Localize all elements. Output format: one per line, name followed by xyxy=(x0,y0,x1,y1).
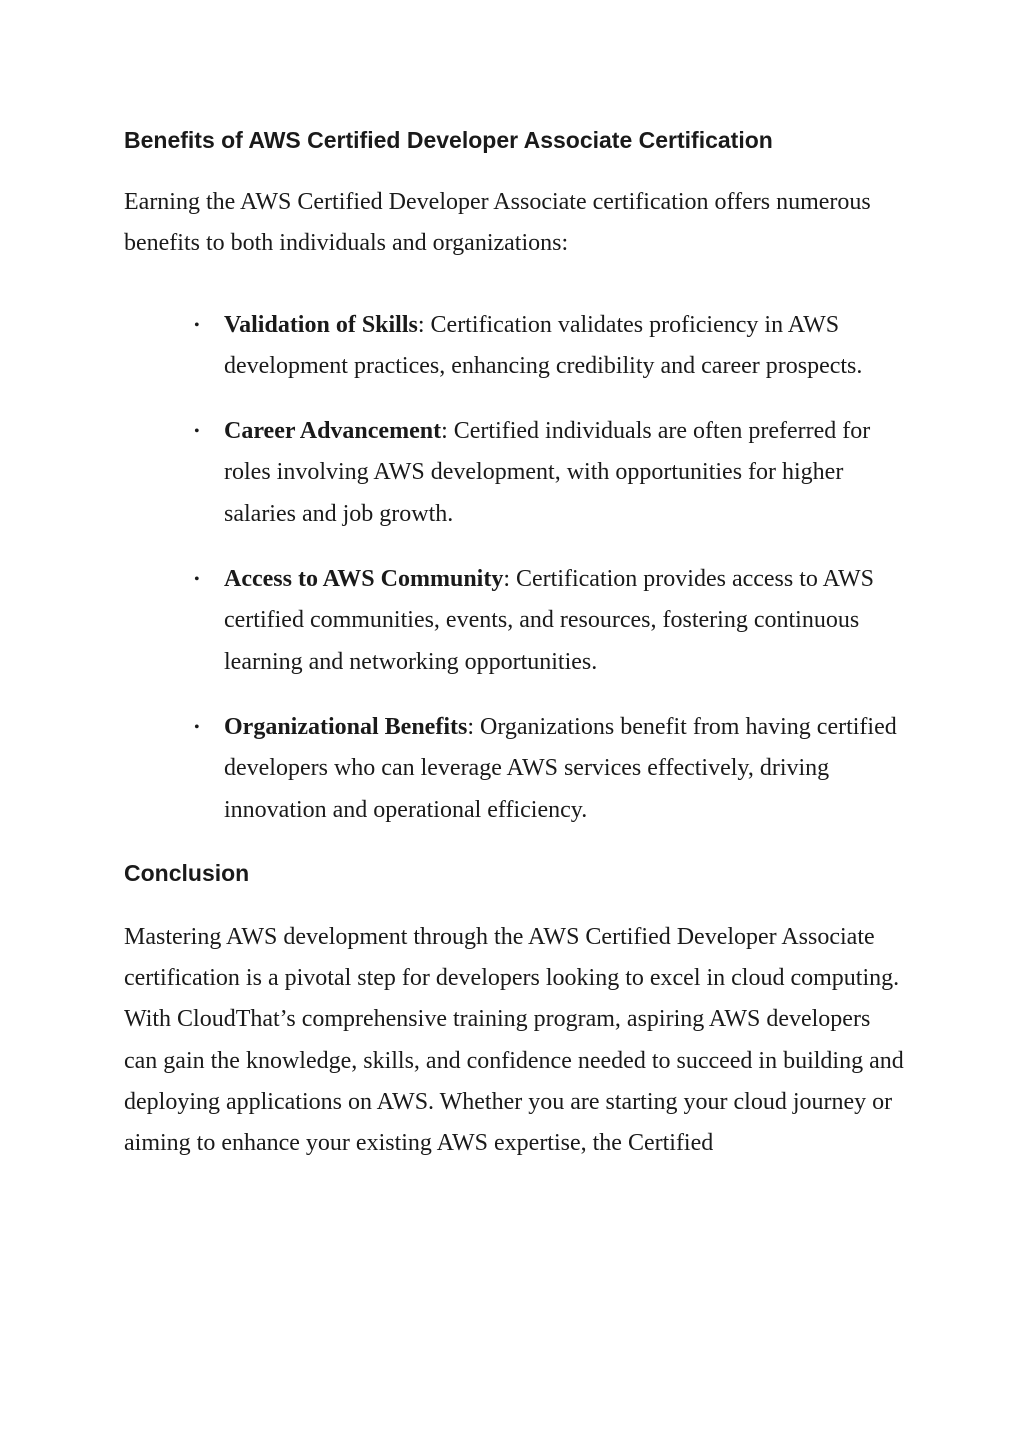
benefit-text: : Certification provides access to AWS certified communities, events, and resources, fostering continuous learning and networking opportunities. xyxy=(224,566,874,675)
benefits-intro: Earning the AWS Certified Developer Associate certification offers numerous benefits to both individuals and organizations: xyxy=(124,189,871,257)
benefit-item-organizational xyxy=(194,707,904,831)
benefit-title: Organizational Benefits xyxy=(224,713,468,740)
benefits-heading: Benefits of AWS Certified Developer Associate Certification xyxy=(124,127,773,153)
conclusion-text: Mastering AWS development through the AWS Certified Developer Associate certification is a pivotal step for developers looking to excel in cloud computing. With CloudThat’s comprehensive training program, aspiring AWS developers can gain the knowledge, skills, and confidence needed to succeed in building and deploying applications on AWS. Whether you are starting your cloud journey or aiming to enhance your existing AWS expertise, the Certified xyxy=(124,923,904,1157)
bullet-icon: • xyxy=(194,316,200,334)
bullet-icon: • xyxy=(194,718,200,736)
document-page xyxy=(124,122,904,1165)
benefit-title: Career Advancement xyxy=(224,418,442,445)
benefit-item-validation xyxy=(194,305,904,388)
bullet-icon: • xyxy=(194,423,200,441)
benefit-item-career xyxy=(194,411,904,535)
benefit-title: Validation of Skills xyxy=(224,311,418,338)
benefits-list xyxy=(124,305,904,831)
bullet-icon: • xyxy=(194,571,200,589)
benefit-text: : Organizations benefit from having certified developers who can leverage AWS services effectively, driving innovation and operational efficiency. xyxy=(224,713,897,823)
conclusion-heading: Conclusion xyxy=(124,859,250,886)
benefit-text: : Certification validates proficiency in AWS development practices, enhancing credibility and career prospects. xyxy=(224,311,863,379)
benefit-text: : Certified individuals are often preferred for roles involving AWS development, with opportunities for higher salaries and job growth. xyxy=(224,418,871,527)
benefit-item-community xyxy=(194,559,904,683)
benefit-title: Access to AWS Community xyxy=(224,566,504,593)
